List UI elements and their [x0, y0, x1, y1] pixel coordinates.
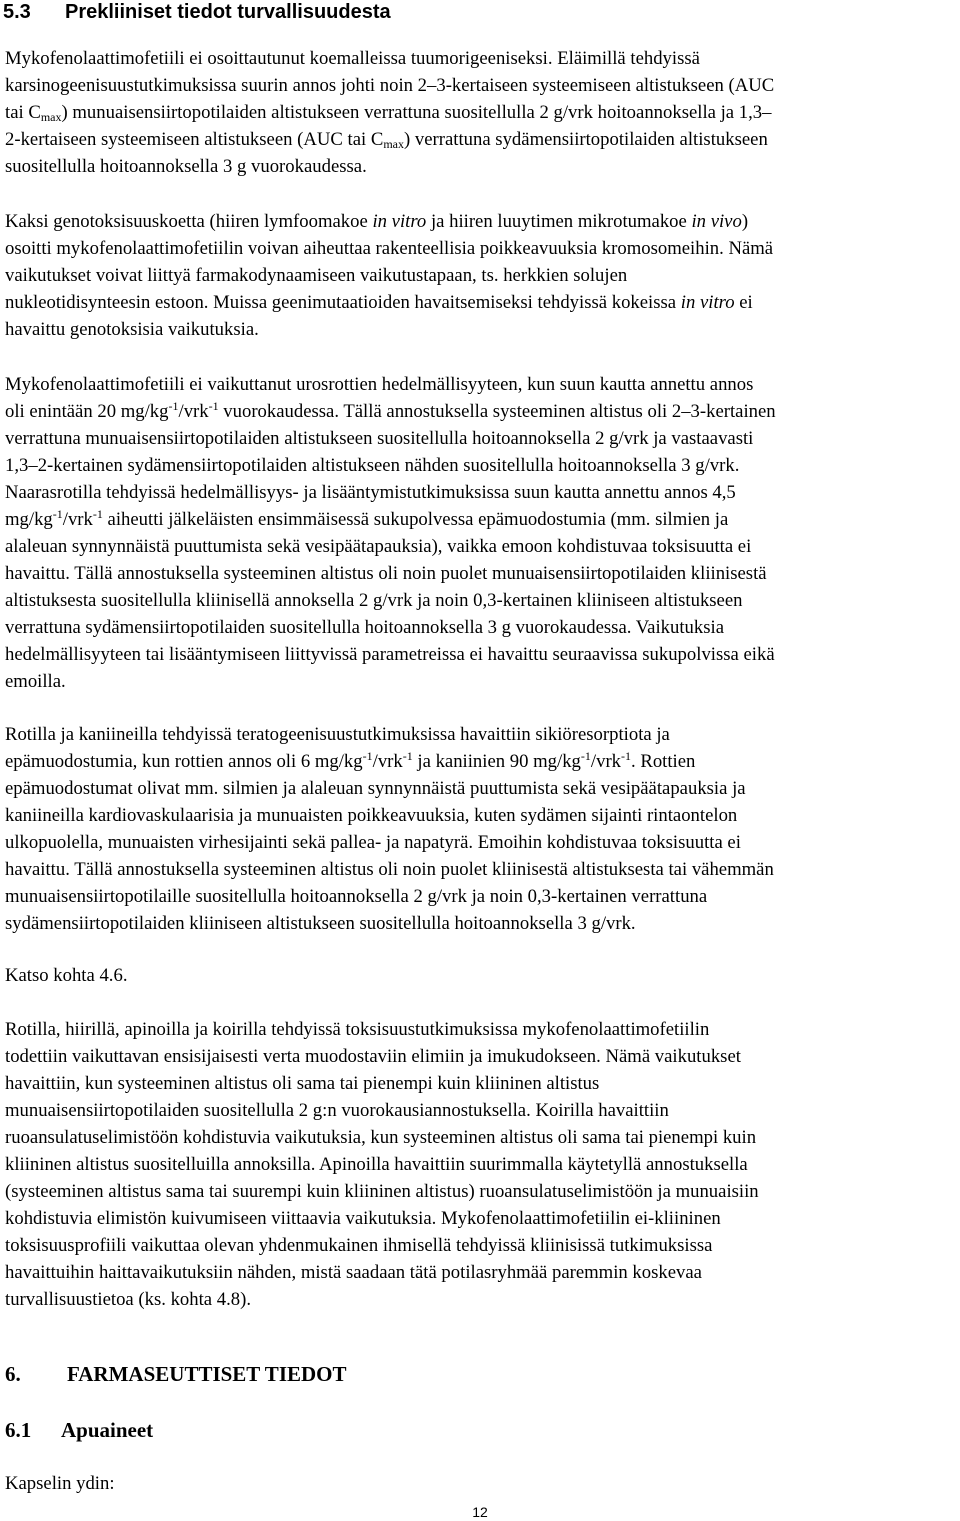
section-heading: [3, 1, 391, 24]
text-line: hedelmällisyyteen tai lisääntymiseen liittyvissä parametreissa ei havaittu seuraavissa sukupolvissa eikä: [5, 644, 775, 665]
paragraph-see-section: [5, 962, 957, 989]
text-line: ulkopuolella, munuaisten virhesijainti sekä pallea- ja napatyrä. Emoihin kohdistuvaa toksisuutta ei: [5, 832, 741, 853]
text-line: kliininen altistus suositelluilla annoksilla. Apinoilla havaittiin suurimmalla käytetyllä annostuksella: [5, 1154, 748, 1175]
text-line: sydämensiirtopotilaiden kliiniseen altistukseen suositellulla hoitoannoksella 3 g/vrk.: [5, 913, 636, 934]
section-number: 5.3: [3, 1, 31, 23]
text-line: verrattuna munuaisensiirtopotilaiden altistukseen suositellulla hoitoannoksella 2 g/vrk ja vastaavasti: [5, 428, 754, 449]
paragraph-carcinogenicity: [5, 45, 957, 180]
text-line: emoilla.: [5, 671, 66, 692]
text-line: karsinogeenisuustutkimuksissa suurin annos johti noin 2–3-kertaiseen systeemiseen altistukseen (AUC: [5, 75, 775, 96]
text-line: osoitti mykofenolaattimofetiilin voivan aiheuttaa rakenteellisia poikkeavuuksia kromosomeihin. Nämä: [5, 238, 774, 259]
text-line: toksisuusprofiili vaikuttaa olevan yhdenmukainen ihmisellä tehdyissä kliinisissä tutkimuksissa: [5, 1235, 713, 1256]
paragraph-fertility: [5, 371, 957, 695]
text-line: oli enintään 20 $mg/kg^{-1}/vrk^{-1}$ vuorokaudessa. Tällä annostuksella systeeminen altistus oli 2–3-kertainen: [5, 399, 776, 422]
paragraph-toxicity: [5, 1016, 957, 1313]
page-number: 12: [472, 1504, 488, 1520]
text-line: Mykofenolaattimofetiili ei osoittautunut koemalleissa tuumorigeeniseksi. Eläimillä tehdyissä: [5, 48, 700, 69]
text-line: alaleuan synnynnäistä puuttumista sekä vesipäätapauksia), vaikka emoon kohdistuvaa toksisuutta ei: [5, 536, 752, 557]
text-line: Rotilla ja kaniineilla tehdyissä teratogeenisuustutkimuksissa havaittiin sikiöresorptiota ja: [5, 724, 670, 745]
text-line: Rotilla, hiirillä, apinoilla ja koirilla tehdyissä toksisuustutkimuksissa mykofenolaattimofetiilin: [5, 1019, 710, 1040]
text-line: havaittu. Tällä annostuksella systeeminen altistus oli noin puolet munuaisensiirtopotilaiden kliinisestä: [5, 563, 767, 584]
text-line: suositellulla hoitoannoksella 3 g vuorokaudessa.: [5, 156, 367, 177]
text-line: turvallisuustietoa (ks. kohta 4.8).: [5, 1289, 252, 1310]
text-line: vaikutukset voivat liittyä farmakodynaamiseen vaikutustapaan, ts. herkkien solujen: [5, 265, 628, 286]
text-line: todettiin vaikuttavan ensisijaisesti verta muodostaviin elimiin ja imukudokseen. Nämä vaikutukset: [5, 1046, 741, 1067]
text-line: altistuksesta suositellulla kliinisellä annoksella 2 g/vrk ja noin 0,3-kertainen kliiniseen altistukseen: [5, 590, 743, 611]
section-6-1-heading: [5, 1418, 153, 1443]
section-6-1-number: 6.1: [5, 1418, 32, 1442]
text-line: (systeeminen altistus sama tai suurempi kuin kliininen altistus) ruoansulatuselimistöön ja munuaisiin: [5, 1181, 759, 1202]
paragraph-genotoxicity: [5, 208, 957, 343]
text-line: Mykofenolaattimofetiili ei vaikuttanut urosrottien hedelmällisyyteen, kun suun kautta annettu annos: [5, 374, 754, 395]
text-line: kohdistuvia elimistön kuivumiseen viittaavia vaikutuksia. Mykofenolaattimofetiilin ei-kliininen: [5, 1208, 721, 1229]
text-line: 2-kertaiseen systeemiseen altistukseen (AUC tai $C_{max}$) verrattuna sydämensiirtopotilaiden altistukseen: [5, 129, 768, 151]
text-line: havaittu. Tällä annostuksella systeeminen altistus oli noin puolet kliinisestä altistuksesta tai vähemmän: [5, 859, 774, 880]
text-line: Naarasrotilla tehdyissä hedelmällisyys- ja lisääntymistutkimuksissa suun kautta annettu annos 4,5: [5, 482, 736, 503]
section-6-number: 6.: [5, 1362, 21, 1386]
text-line: munuaisensiirtopotilaille suositellulla hoitoannoksella 2 g/vrk ja noin 0,3-kertainen verrattuna: [5, 886, 708, 907]
text-line: havaittu genotoksisia vaikutuksia.: [5, 319, 259, 340]
text-line: munuaisensiirtopotilaiden suositellulla 2 g:n vuorokausiannostuksella. Koirilla havaittiin: [5, 1100, 669, 1121]
text-line: nukleotidisynteesin estoon. Muissa geenimutaatioiden havaitsemiseksi tehdyissä kokeissa in vitro ei: [5, 292, 753, 313]
capsule-core-label: Kapselin ydin:: [5, 1473, 115, 1494]
section-title: Prekliiniset tiedot turvallisuudesta: [65, 1, 391, 23]
text-line: Katso kohta 4.6.: [5, 965, 128, 986]
text-line: $mg/kg^{-1}/vrk^{-1}$ aiheutti jälkeläisten ensimmäisessä sukupolvessa epämuodostumia (mm. silmien ja: [5, 507, 729, 530]
text-line: havaittiin, kun systeeminen altistus oli sama tai pienempi kuin kliininen altistus: [5, 1073, 600, 1094]
text-line: ruoansulatuselimistöön kohdistuvia vaikutuksia, kun systeeminen altistus oli sama tai pienempi kuin: [5, 1127, 757, 1148]
text-line: epämuodostumat olivat mm. silmien ja alaleuan synnynnäistä puuttumista sekä vesipäätapauksia ja: [5, 778, 746, 799]
text-line: tai $C_{max}$) munuaisensiirtopotilaiden altistukseen verrattuna suositellulla 2 g/vrk hoitoannoksella ja 1,3–: [5, 102, 772, 124]
text-line: havaittuihin haittavaikutuksiin nähden, mistä saadaan tätä potilasryhmää paremmin koskevaa: [5, 1262, 702, 1283]
text-line: kaniineilla kardiovaskulaarisia ja munuaisten poikkeavuuksia, kuten sydämen sijainti rintaontelon: [5, 805, 738, 826]
text-line: verrattuna sydämensiirtopotilaiden suositellulla hoitoannoksella 3 g vuorokaudessa. Vaikutuksia: [5, 617, 724, 638]
text-line: 1,3–2-kertainen sydämensiirtopotilaiden altistukseen nähden suositellulla hoitoannoksella 3 g/vrk.: [5, 455, 740, 476]
text-line: Kaksi genotoksisuuskoetta (hiiren lymfoomakoe in vitro ja hiiren luuytimen mikrotumakoe in vivo): [5, 211, 749, 232]
section-6-title: FARMASEUTTISET TIEDOT: [67, 1362, 347, 1386]
section-6-1-title: Apuaineet: [61, 1418, 154, 1442]
paragraph-teratogenicity: [5, 721, 957, 937]
text-line: epämuodostumia, kun rottien annos oli 6 $mg/kg^{-1}/vrk^{-1}$ ja kaniinien 90 $mg/kg^{-1}/vrk^{-1}$. Rottien: [5, 749, 696, 772]
section-6-heading: [5, 1362, 347, 1387]
